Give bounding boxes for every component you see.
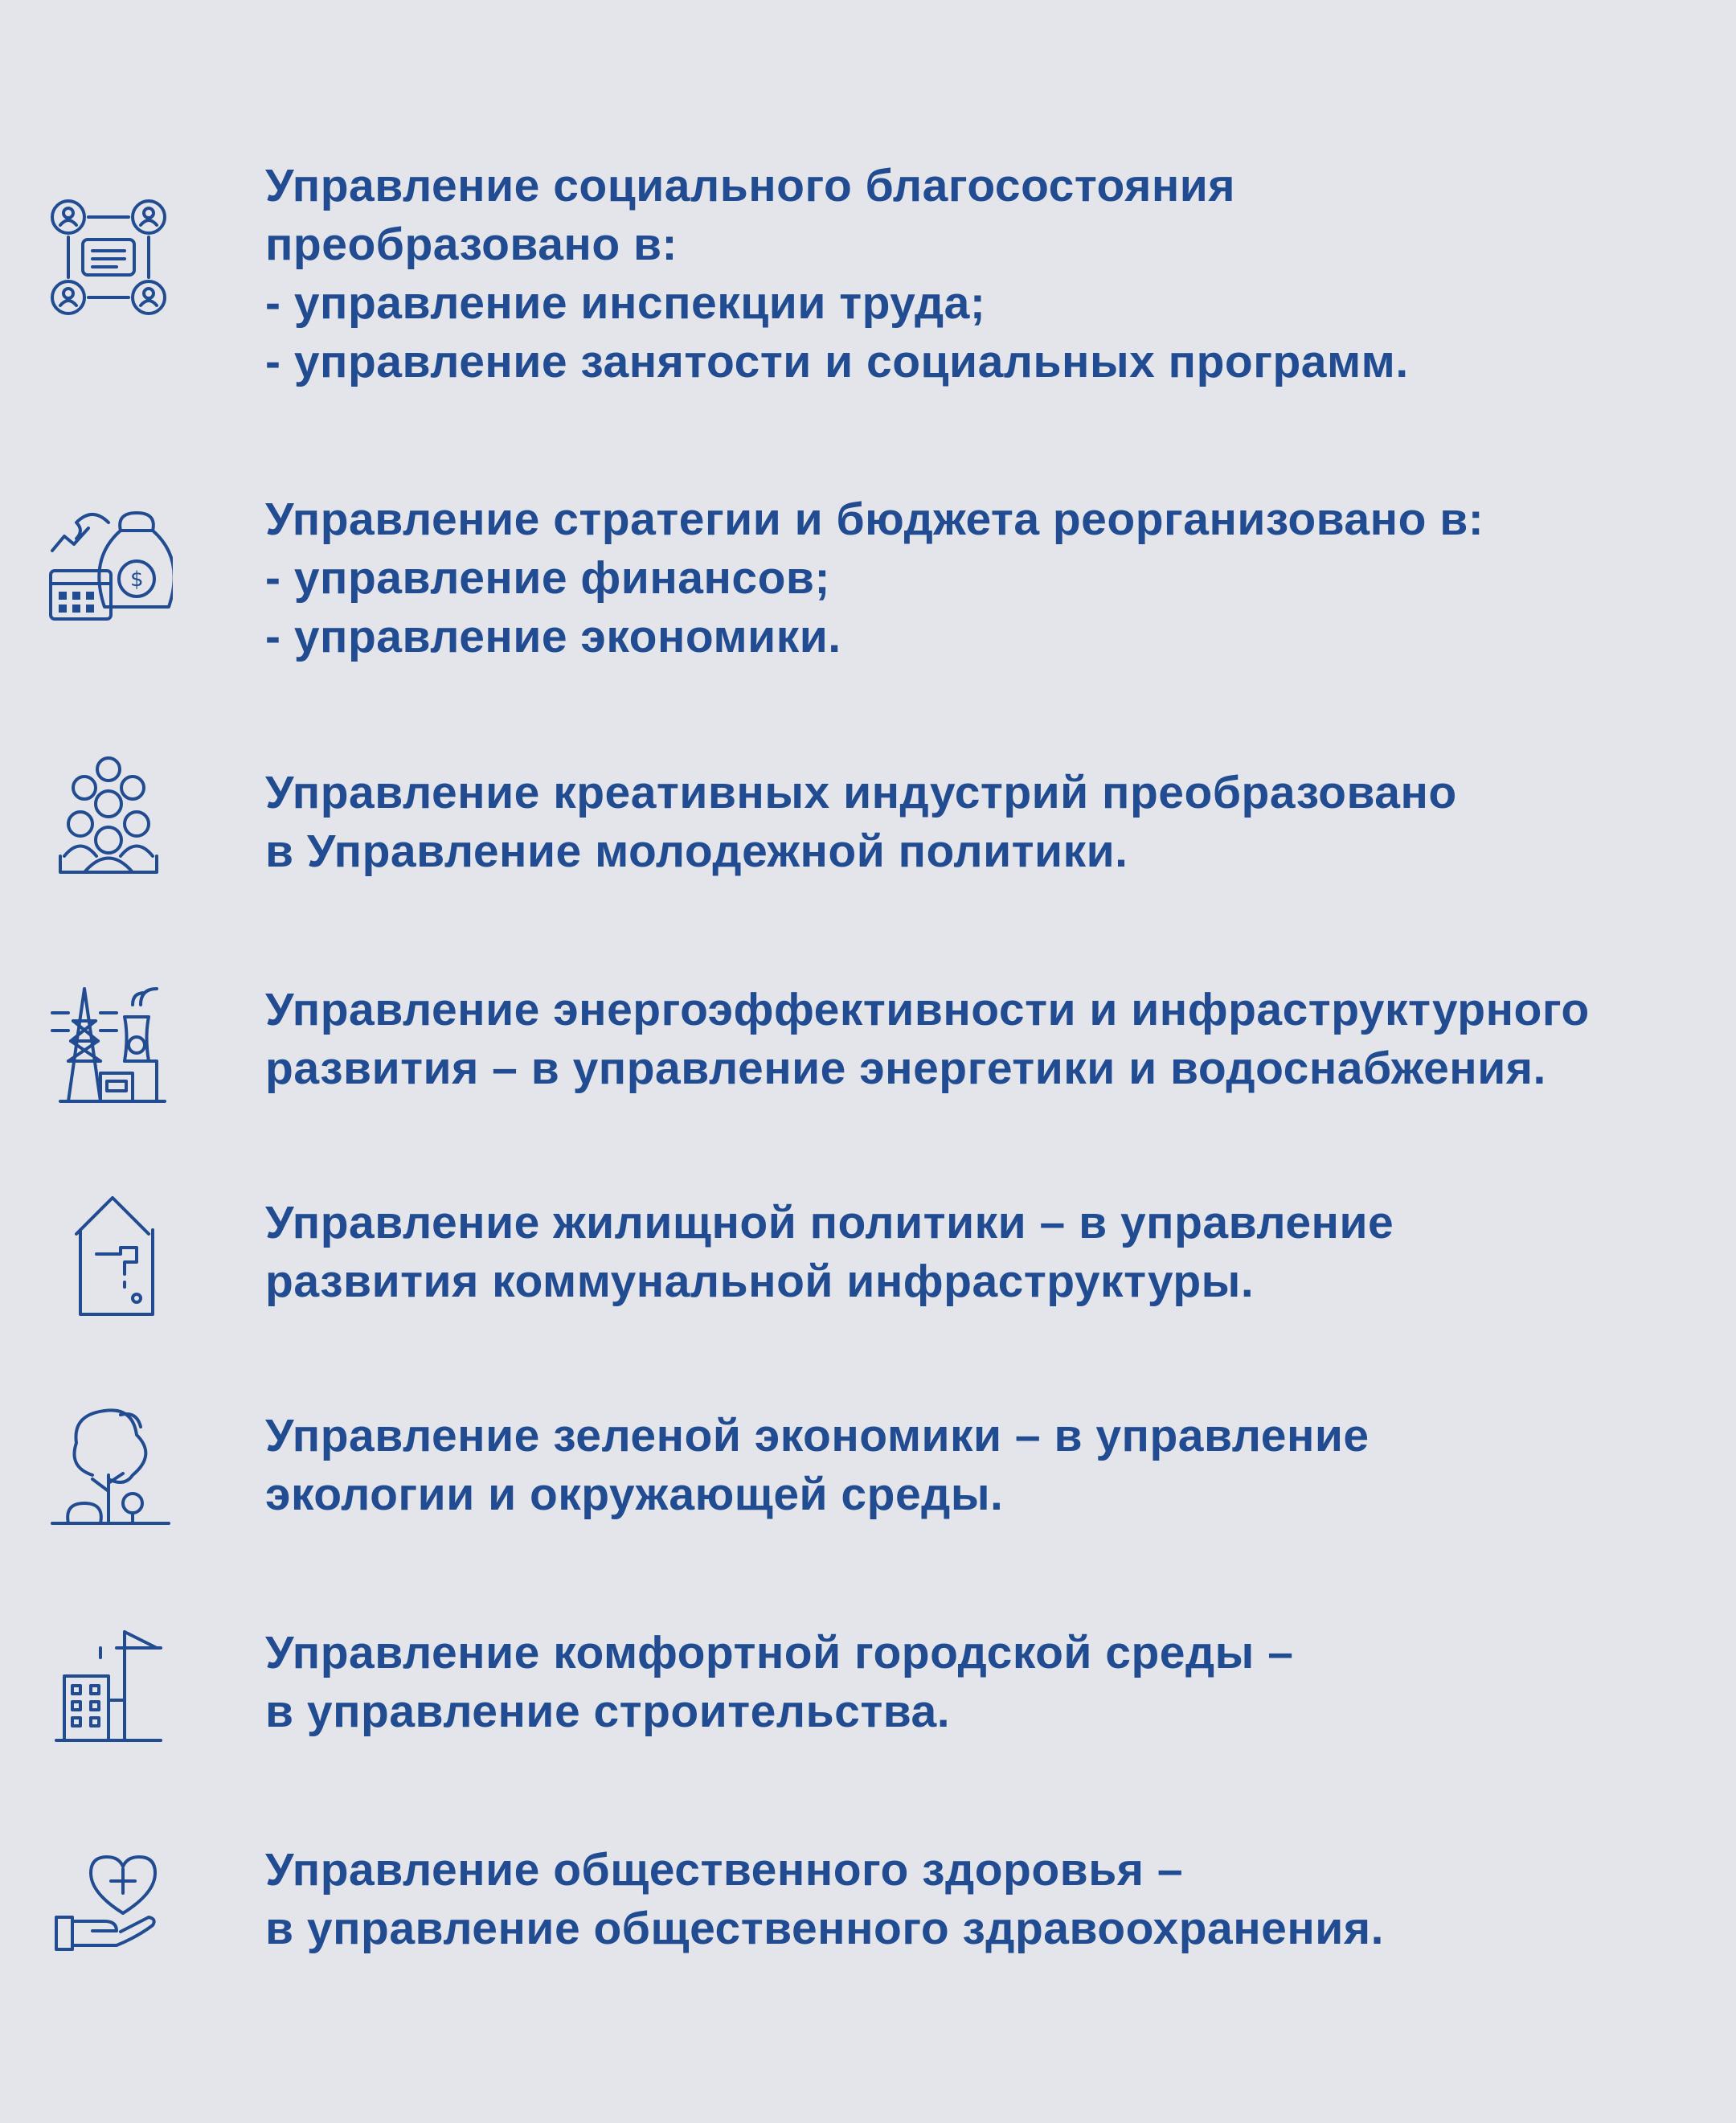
energy-power-plant-icon: [44, 981, 173, 1109]
svg-text:$: $: [130, 568, 144, 592]
tree-ecology-icon: [44, 1403, 173, 1531]
item-text: Управление зеленой экономики – в управление экологии и окружающей среды.: [265, 1410, 1370, 1520]
item-text: Управление жилищной политики – в управление развития коммунальной инфраструктуры.: [265, 1197, 1394, 1307]
item-text: Управление креативных индустрий преобразовано в Управление молодежной политики.: [265, 767, 1457, 877]
construction-crane-building-icon: [44, 1620, 173, 1748]
item-text: Управление общественного здоровья – в управление общественного здравоохранения.: [265, 1844, 1384, 1954]
item-text: Управление социального благосостояния преобразовано в: - управление инспекции труда; - управление занятости и социальных программ.: [265, 160, 1409, 387]
item-text: Управление комфортной городской среды – в управление строительства.: [265, 1627, 1294, 1737]
youth-group-people-icon: [44, 752, 173, 880]
hand-heart-health-icon: [44, 1837, 173, 1965]
house-water-tap-icon: [44, 1190, 173, 1318]
item-text: Управление энергоэффективности и инфраструктурного развития – в управление энергетики и водоснабжения.: [265, 984, 1590, 1094]
social-welfare-people-network-icon: [44, 193, 173, 322]
item-text: Управление стратегии и бюджета реорганизовано в: - управление финансов; - управление экономики.: [265, 494, 1484, 662]
budget-money-bag-calendar-icon: [44, 506, 173, 635]
